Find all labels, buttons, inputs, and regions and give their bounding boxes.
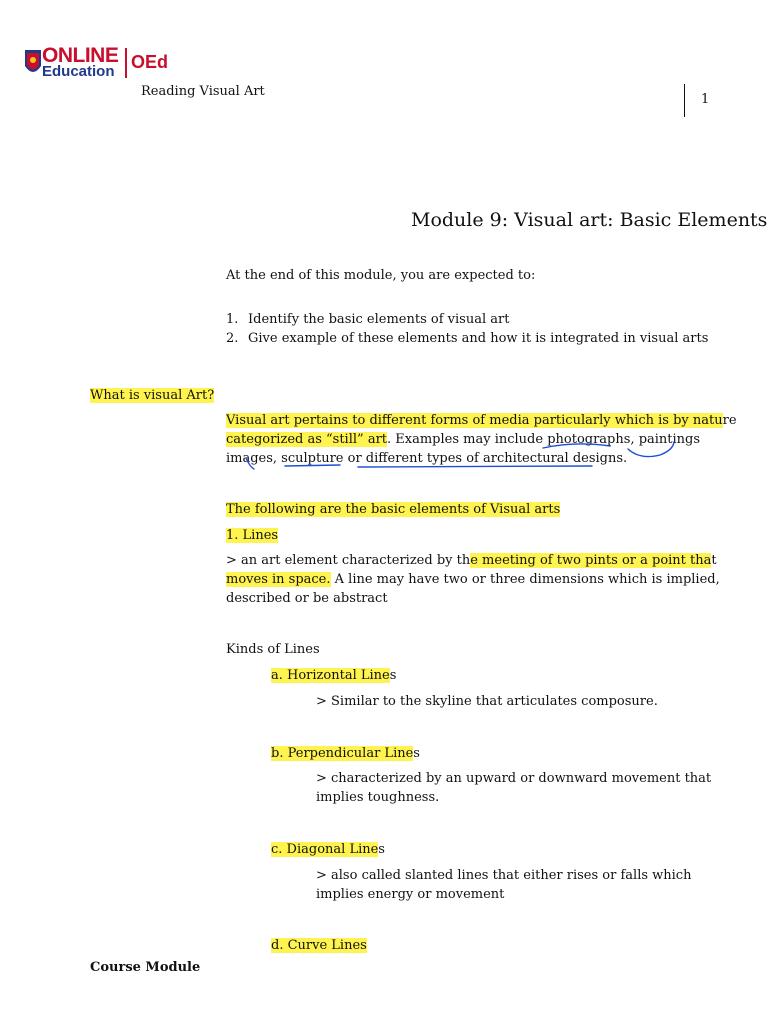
- lines-heading: 1. Lines: [226, 528, 279, 543]
- logo-education: Education: [42, 63, 115, 80]
- page-number: 1: [701, 92, 710, 107]
- what-is-line-3: images, sculpture or different types of architectural designs.: [226, 451, 628, 466]
- objective-text: Give example of these elements and how it is integrated in visual arts: [248, 331, 709, 346]
- kind-desc-diagonal-2: implies energy or movement: [316, 887, 505, 902]
- lines-desc-3: described or be abstract: [226, 591, 388, 606]
- footer-course-module: Course Module: [90, 960, 201, 975]
- lines-desc-2: moves in space. A line may have two or three dimensions which is implied,: [226, 572, 720, 587]
- kind-label-horizontal: a. Horizontal Lines: [271, 668, 397, 683]
- ink-underline-photographs: [543, 444, 610, 448]
- header-title: Reading Visual Art: [141, 84, 265, 99]
- ink-curve-paintings: [628, 442, 674, 457]
- logo-online: ONLINE: [42, 44, 119, 67]
- what-is-line-2: categorized as “still” art. Examples may include photographs, paintings: [226, 432, 701, 447]
- what-is-heading: What is visual Art?: [90, 388, 215, 403]
- objective-number: 2.: [226, 331, 239, 346]
- lines-desc-1: > an art element characterized by the meeting of two pints or a point that: [226, 553, 717, 568]
- logo-oed: OEd: [131, 52, 169, 72]
- elements-heading: The following are the basic elements of Visual arts: [226, 502, 561, 517]
- kind-desc-horizontal: > Similar to the skyline that articulates composure.: [316, 694, 658, 709]
- kind-label-curve: d. Curve Lines: [271, 938, 367, 953]
- objective-text: Identify the basic elements of visual art: [248, 312, 510, 327]
- ink-underline-architecture: [358, 466, 592, 467]
- what-is-line-1: Visual art pertains to different forms of media particularly which is by nature: [226, 413, 737, 428]
- objectives-intro: At the end of this module, you are expected to:: [226, 268, 536, 283]
- kind-label-diagonal: c. Diagonal Lines: [271, 842, 385, 857]
- kind-desc-perpendicular-2: implies toughness.: [316, 790, 440, 805]
- kinds-heading: Kinds of Lines: [226, 642, 320, 657]
- kind-label-perpendicular: b. Perpendicular Lines: [271, 746, 420, 761]
- ink-hook-images: [246, 458, 254, 469]
- module-title: Module 9: Visual art: Basic Elements: [411, 209, 768, 231]
- objective-number: 1.: [226, 312, 239, 327]
- kind-desc-perpendicular-1: > characterized by an upward or downward movement that: [316, 771, 712, 786]
- kind-desc-diagonal-1: > also called slanted lines that either rises or falls which: [316, 868, 692, 883]
- ink-underline-sculpture: [285, 465, 340, 466]
